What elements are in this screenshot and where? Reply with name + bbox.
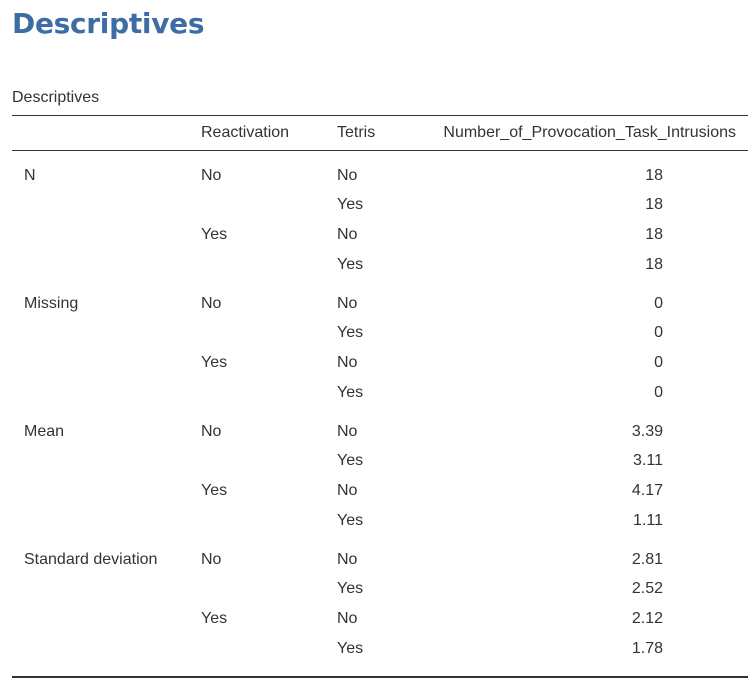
- cell-tetris: Yes: [337, 196, 364, 213]
- table-body: [12, 151, 748, 674]
- cell-intrusions: 18: [645, 196, 663, 213]
- cell-tetris: Yes: [337, 324, 364, 341]
- cell-intrusions: 0: [654, 324, 663, 341]
- cell-intrusions: 2.81: [631, 551, 663, 568]
- cell-reactivation: [201, 250, 337, 280]
- cell-intrusions: 18: [645, 226, 663, 243]
- cell-intrusions: 2.12: [631, 610, 663, 627]
- cell-tetris: Yes: [337, 512, 364, 529]
- table-row: [12, 506, 748, 536]
- cell-intrusions: 4.17: [631, 482, 663, 499]
- cell-intrusions: 1.11: [633, 512, 663, 529]
- cell-reactivation: Yes: [201, 226, 228, 243]
- cell-statistic: [12, 634, 201, 673]
- cell-tetris: No: [337, 423, 358, 440]
- cell-intrusions: 3.11: [633, 452, 663, 469]
- column-header-reactivation: Reactivation: [201, 116, 337, 151]
- cell-tetris: Yes: [337, 640, 364, 657]
- cell-reactivation: [201, 506, 337, 536]
- table-row: [12, 378, 748, 408]
- cell-tetris: Yes: [337, 580, 364, 597]
- cell-statistic: [12, 574, 201, 604]
- cell-statistic: [12, 476, 201, 506]
- cell-statistic: [12, 348, 201, 378]
- cell-reactivation: No: [201, 551, 222, 568]
- cell-intrusions: 0: [654, 384, 663, 401]
- cell-tetris: No: [337, 167, 358, 184]
- cell-statistic: [12, 190, 201, 220]
- table-row: [12, 250, 748, 280]
- table-row: [12, 604, 748, 634]
- column-header-tetris: Tetris: [337, 116, 418, 151]
- cell-reactivation: [201, 378, 337, 408]
- table-bottom-rule: [12, 676, 748, 678]
- table-row: [12, 536, 748, 574]
- cell-statistic: [12, 250, 201, 280]
- column-header-statistic: [12, 116, 201, 151]
- cell-intrusions: 1.78: [631, 640, 663, 657]
- cell-statistic: [12, 446, 201, 476]
- cell-reactivation: [201, 190, 337, 220]
- cell-reactivation: [201, 574, 337, 604]
- cell-intrusions: 3.39: [631, 423, 663, 440]
- cell-reactivation: Yes: [201, 482, 228, 499]
- cell-reactivation: [201, 634, 337, 673]
- cell-statistic: [12, 378, 201, 408]
- cell-intrusions: 0: [654, 295, 663, 312]
- table-row: [12, 476, 748, 506]
- table-header-row: [12, 116, 748, 151]
- table-row: [12, 280, 748, 318]
- cell-tetris: No: [337, 354, 358, 371]
- table-row: [12, 220, 748, 250]
- cell-statistic: [12, 220, 201, 250]
- cell-tetris: Yes: [337, 256, 364, 273]
- table-row: [12, 634, 748, 673]
- table-row: [12, 446, 748, 476]
- table-row: [12, 318, 748, 348]
- cell-intrusions: 18: [645, 256, 663, 273]
- table-row: [12, 190, 748, 220]
- table-caption: Descriptives: [12, 89, 100, 106]
- cell-reactivation: No: [201, 295, 222, 312]
- cell-intrusions: 2.52: [631, 580, 663, 597]
- cell-statistic: Missing: [24, 295, 79, 312]
- cell-statistic: [12, 604, 201, 634]
- cell-reactivation: [201, 446, 337, 476]
- table-row: [12, 574, 748, 604]
- cell-tetris: No: [337, 610, 358, 627]
- cell-statistic: N: [24, 167, 36, 184]
- cell-reactivation: [201, 318, 337, 348]
- cell-reactivation: No: [201, 167, 222, 184]
- table-row: [12, 408, 748, 446]
- cell-tetris: No: [337, 295, 358, 312]
- cell-statistic: Standard deviation: [24, 551, 158, 568]
- cell-intrusions: 0: [654, 354, 663, 371]
- cell-reactivation: Yes: [201, 354, 228, 371]
- cell-statistic: [12, 506, 201, 536]
- cell-intrusions: 18: [645, 167, 663, 184]
- table-row: [12, 151, 748, 191]
- cell-tetris: No: [337, 226, 358, 243]
- column-header-intrusions: Number_of_Provocation_Task_Intrusions: [418, 116, 748, 151]
- cell-reactivation: Yes: [201, 610, 228, 627]
- page-title: Descriptives: [12, 7, 205, 40]
- cell-statistic: [12, 318, 201, 348]
- cell-tetris: No: [337, 551, 358, 568]
- cell-reactivation: No: [201, 423, 222, 440]
- cell-tetris: Yes: [337, 452, 364, 469]
- table-row: [12, 348, 748, 378]
- cell-statistic: Mean: [24, 423, 65, 440]
- cell-tetris: No: [337, 482, 358, 499]
- descriptives-table: [12, 115, 748, 673]
- cell-tetris: Yes: [337, 384, 364, 401]
